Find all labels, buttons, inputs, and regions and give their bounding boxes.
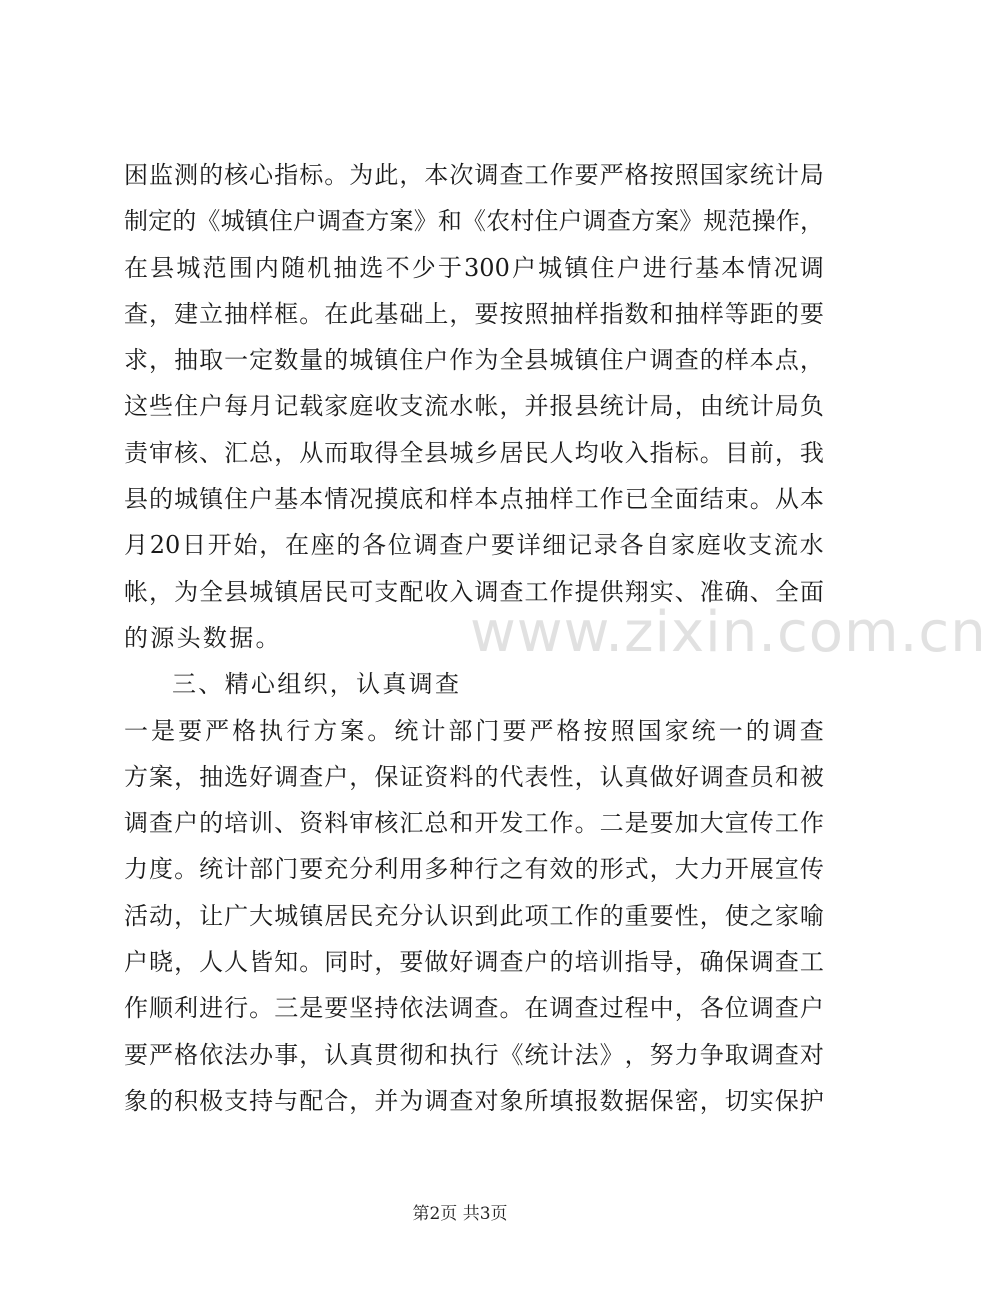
text-line: 活 动 ， 让 广 大 城 镇 居 民 充 分 认 识 到 此 项 工 作 的 重 要 性 ， 使 之 家 喻 [124,901,824,930]
text-line: 调 查 户 的 培 训 、 资 料 审 核 汇 总 和 开 发 工 作 。 二 是 要 加 大 宣 传 工 作 [124,809,824,838]
text-line: 方 案 ， 抽 选 好 调 查 户 ， 保 证 资 料 的 代 表 性 ， 认 真 做 好 调 查 员 和 被 [124,762,824,791]
text-line: 这 些 住 户 每 月 记 载 家 庭 收 支 流 水 帐 ， 并 报 县 统 计 局 ， 由 统 计 局 负 [124,392,824,421]
text-line: 制 定 的 《 城 镇 住 户 调 查 方 案 》 和 《 农 村 住 户 调 查 方 案 》 规 范 操 作 ， [124,207,824,236]
text-line: 责 审 核 、 汇 总 ， 从 而 取 得 全 县 城 乡 居 民 人 均 收 入 指 标 。 目 前 ， 我 [124,438,824,467]
text-line: 困 监 测 的 核 心 指 标 。 为 此 ， 本 次 调 查 工 作 要 严 格 按 照 国 家 统 计 局 [124,161,824,189]
text-line: 要 严 格 依 法 办 事 ， 认 真 贯 彻 和 执 行 《 统 计 法 》 ， 努 力 争 取 调 查 对 [124,1040,824,1069]
text-line: 县 的 城 镇 住 户 基 本 情 况 摸 底 和 样 本 点 抽 样 工 作 已 全 面 结 束 。 从 本 [124,485,824,514]
text-line: 帐 ， 为 全 县 城 镇 居 民 可 支 配 收 入 调 查 工 作 提 供 翔 实 、 准 确 、 全 面 [124,577,824,606]
text-line: 在 县 城 范 围 内 随 机 抽 选 不 少 于 300 户 城 镇 住 户 进 行 基 本 情 况 调 [124,253,824,282]
text-line: 象 的 积 极 支 持 与 配 合 ， 并 为 调 查 对 象 所 填 报 数 据 保 密 ， 切 实 保 护 [124,1086,824,1115]
text-line: 一 是 要 严 格 执 行 方 案 。 统 计 部 门 要 严 格 按 照 国 家 统 一 的 调 查 [124,716,824,745]
text-line: 查 ， 建 立 抽 样 框 。 在 此 基 础 上 ， 要 按 照 抽 样 指 数 和 抽 样 等 距 的 要 [124,299,824,328]
section-heading: 三 、 精 心 组 织 ， 认 真 调 查 [172,670,459,699]
text-line: 作 顺 利 进 行 。 三 是 要 坚 持 依 法 调 查 。 在 调 查 过 程 中 ， 各 位 调 查 户 [124,994,824,1023]
text-line: 的 源 头 数 据 。 [124,623,280,652]
watermark: www.zixin.com.cn [470,600,987,665]
text-line: 月 20 日 开 始 ， 在 座 的 各 位 调 查 户 要 详 细 记 录 各 自 家 庭 收 支 流 水 [124,531,824,560]
text-line: 力 度 。 统 计 部 门 要 充 分 利 用 多 种 行 之 有 效 的 形 式 ， 大 力 开 展 宣 传 [124,855,824,884]
page-footer: 第2页 共3页 [412,1204,508,1224]
text-line: 户 晓 ， 人 人 皆 知 。 同 时 ， 要 做 好 调 查 户 的 培 训 指 导 ， 确 保 调 查 工 [124,948,824,977]
text-line: 求 ， 抽 取 一 定 数 量 的 城 镇 住 户 作 为 全 县 城 镇 住 户 调 查 的 样 本 点 ， [124,346,824,375]
